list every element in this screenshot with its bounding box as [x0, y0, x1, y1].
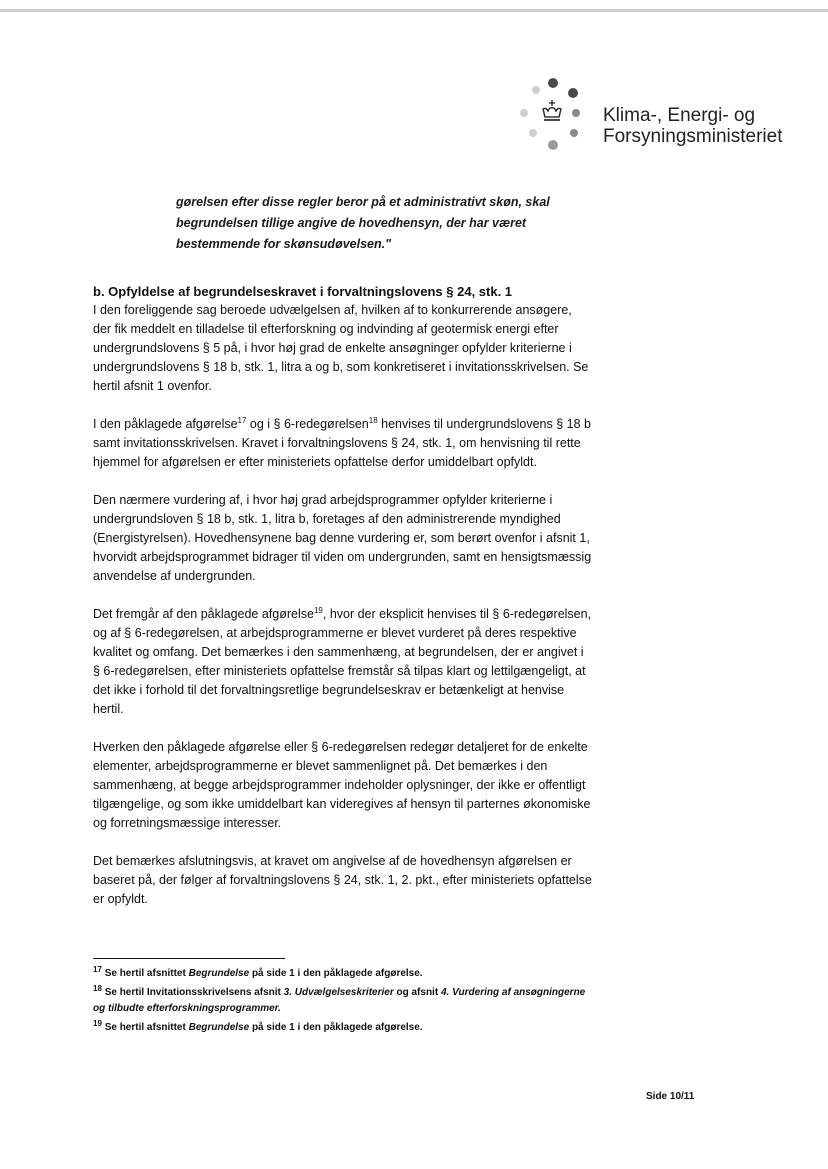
footnote-text: Se hertil afsnittet [104, 968, 189, 979]
paragraph-2-text-c: henvises til undergrundslovens § 18 b samt invitationsskrivelsen. Kravet i forvaltningslovens § 24, stk. 1, om henvisning til rette hjemmel for afgørelsen er efter ministeriets opfattelse derfor umiddelbart opfyldt. [93, 417, 591, 469]
top-border-line [0, 9, 828, 12]
section-body [93, 282, 593, 928]
logo-dot [570, 129, 578, 137]
paragraph-2 [93, 415, 593, 472]
crown-icon [539, 98, 565, 124]
footnote-number: 18 [93, 984, 102, 993]
footnote-emphasis: 4. Vurdering af ansøgningerne og tilbudte efterforskningsprogrammer. [93, 987, 586, 1014]
logo-text [603, 105, 783, 147]
footnote-19 [93, 1020, 593, 1036]
footnote-ref-17[interactable]: 17 [237, 416, 247, 425]
paragraph-2-text-a: I den påklagede afgørelse [93, 417, 238, 431]
logo-dot [572, 109, 580, 117]
logo-dot [548, 140, 558, 150]
paragraph-6: Det bemærkes afslutningsvis, at kravet om angivelse af de hovedhensyn afgørelsen er baseret på, der følger af forvaltningslovens § 24, stk. 1, 2. pkt., efter ministeriets opfattelse er opfyldt. [93, 854, 592, 906]
footnote-text: på side 1 i den påklagede afgørelse. [249, 1022, 423, 1033]
footnote-emphasis: 3. Udvælgelseskriterier [283, 987, 394, 998]
footnote-divider [93, 958, 285, 959]
logo-line-1: Klima-, Energi- og [603, 105, 756, 126]
page-number: Side 10/11 [646, 1091, 695, 1102]
footnote-text: på side 1 i den påklagede afgørelse. [249, 968, 423, 979]
section-heading: b. Opfyldelse af begrundelseskravet i forvaltningslovens § 24, stk. 1 [93, 284, 513, 299]
footnote-ref-18[interactable]: 18 [368, 416, 378, 425]
footnote-text: og afsnit [393, 987, 441, 998]
logo-dot [520, 109, 528, 117]
paragraph-4 [93, 605, 593, 719]
footnote-number: 17 [93, 965, 102, 974]
footnote-ref-19[interactable]: 19 [313, 606, 323, 615]
footnote-text: Se hertil afsnittet [104, 1022, 189, 1033]
footnote-18 [93, 985, 593, 1017]
logo-dot [568, 88, 578, 98]
paragraph-3: Den nærmere vurdering af, i hvor høj grad arbejdsprogrammer opfylder kriterierne i undergrundsloven § 18 b, stk. 1, litra b, foretages af den administrerende myndighed (Energistyrelsen). Hovedhensynene bag denne vurdering er, som berørt ovenfor i afsnit 1, hvorvidt arbejdsprogrammet bidrager til viden om undergrunden, samt en hensigtsmæssig anvendelse af undergrunden. [93, 493, 592, 583]
logo-dot [529, 129, 537, 137]
footnotes [93, 966, 593, 1039]
paragraph-4-text-a: Det fremgår af den påklagede afgørelse [93, 607, 314, 621]
paragraph-2-text-b: og i § 6-redegørelsen [246, 417, 369, 431]
paragraph-4-text-b: , hvor der eksplicit henvises til § 6-redegørelsen, og af § 6-redegørelsen, at arbejdsprogrammerne er blevet vurderet på deres respektive kvalitet og omfang. Det bemærkes i den sammenhæng, at begrundelsen, der er angivet i § 6-redegørelsen, efter ministeriets opfattelse fremstår så tilpas klart og lettilgængeligt, at det ikke i forhold til det forvaltningsretlige begrundelseskrav er betænkeligt at henvise hertil. [93, 607, 592, 716]
footnote-emphasis: Begrundelse [188, 1022, 250, 1033]
paragraph-5: Hverken den påklagede afgørelse eller § 6-redegørelsen redegør detaljeret for de enkelte elementer, arbejdsprogrammerne er blevet sammenlignet på. Det bemærkes i den sammenhæng, at begge arbejdsprogrammer indeholder oplysninger, der ikke er offentligt tilgængelige, og som ikke umiddelbart kan videregives af hensyn til parternes økonomiske og forretningsmæssige interesser. [93, 740, 591, 830]
ministry-logo [515, 72, 815, 162]
footnote-17 [93, 966, 593, 982]
logo-dot [532, 86, 540, 94]
footnote-emphasis: Begrundelse [188, 968, 250, 979]
logo-dot [548, 78, 558, 88]
paragraph-1: I den foreliggende sag beroede udvælgelsen af, hvilken af to konkurrerende ansøgere, der fik meddelt en tilladelse til efterforskning og indvinding af geotermisk energi efter undergrundslovens § 5 på, i hvor høj grad de enkelte ansøgninger opfylder kriterierne i undergrundslovens § 18 b, stk. 1, litra a og b, som konkretiseret i invitationsskrivelsen. Se hertil afsnit 1 ovenfor. [93, 303, 589, 393]
quote-block: gørelsen efter disse regler beror på et administrativt skøn, skal begrundelsen tillige angive de hovedhensyn, der har været bestemmende for skønsudøvelsen." [176, 195, 550, 251]
footnote-text: Se hertil Invitationsskrivelsens afsnit [104, 987, 284, 998]
footnote-number: 19 [93, 1019, 102, 1028]
logo-line-2: Forsyningsministeriet [603, 126, 783, 147]
